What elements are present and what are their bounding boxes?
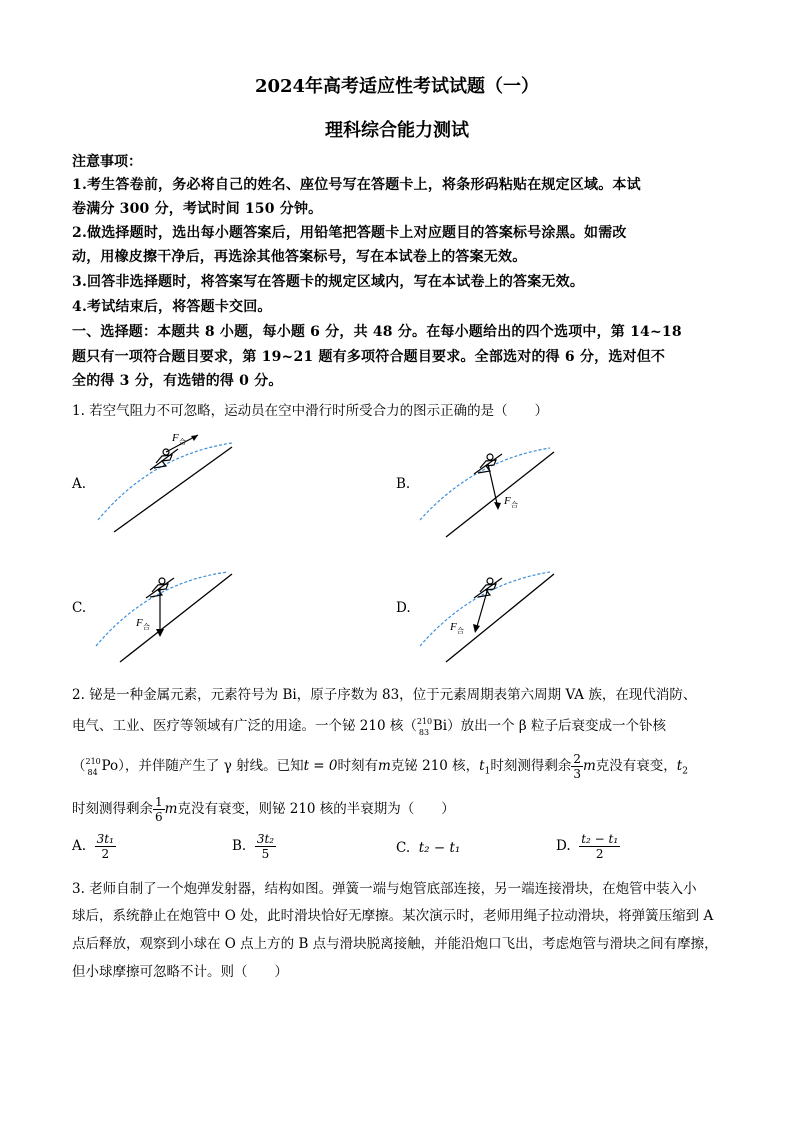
option-label: B. [232, 838, 247, 854]
fraction [571, 752, 583, 781]
trajectory-curve [420, 572, 550, 646]
bismuth-isotope [417, 717, 433, 737]
figure-option-b [416, 442, 566, 542]
denominator: 2 [101, 847, 110, 861]
question-2-line: 2. 铋是一种金属元素，元素符号为 Bi，原子序数为 83，位于元素周期表第六周期 VA 族，在现代消防、 [72, 687, 697, 703]
note-line: 4.考试结束后，将答题卡交回。 [72, 299, 272, 315]
option-c-label: C. [72, 600, 87, 616]
question-3-line: 但小球摩擦可忽略不计。则（ ） [72, 964, 288, 980]
section-instruction: 题只有一项符合题目要求，第 19~21 题有多项符合题目要求。全部选对的得 6 分，选对但不 [72, 349, 666, 365]
q2-text: 时刻测得剩余 [72, 801, 153, 817]
atomic-number: 84 [87, 767, 98, 777]
force-label-sub: 合 [143, 623, 150, 631]
note-line: 1.考生答卷前，务必将自己的姓名、座位号写在答题卡上，将条形码粘贴在规定区域。本试 [72, 177, 641, 193]
note-line: 卷满分 300 分，考试时间 150 分钟。 [72, 201, 323, 217]
slope-line [446, 452, 554, 537]
q2-option-d [556, 832, 620, 861]
denominator: 5 [261, 847, 270, 861]
force-label-sub: 合 [511, 501, 518, 509]
q2-text: 时刻测得剩余 [490, 758, 572, 774]
denominator: 6 [155, 810, 163, 824]
force-arrow [488, 464, 498, 508]
question-3-line: 点后释放，观察到小球在 O 点上方的 B 点与滑块脱离接触，并能沿炮口飞出，考虑炮管与滑块之间有摩擦， [72, 936, 718, 952]
math-expr: t₂ − t₁ [418, 840, 461, 856]
force-label-sub: 合 [457, 627, 464, 635]
trajectory-curve [420, 448, 550, 520]
question-3-line: 球后，系统静止在炮管中 O 处，此时滑块恰好无摩擦。某次演示时，老师用绳子拉动滑块，将弹簧压缩到 A [72, 908, 714, 924]
figure-option-a [92, 425, 242, 535]
numerator: 3t₂ [256, 832, 275, 846]
page-title: 2024年高考适应性考试试题（一） [254, 76, 540, 97]
page-subtitle: 理科综合能力测试 [325, 120, 469, 141]
math-var: m [378, 758, 391, 774]
q2-text: 克铋 210 核， [390, 758, 480, 774]
slope-line [114, 447, 232, 532]
force-label: F [136, 617, 143, 629]
element-symbol: Bi [432, 718, 448, 734]
numerator: 1 [155, 795, 163, 809]
force-label: F [450, 621, 457, 633]
arrow-head [473, 624, 480, 633]
math-var: m [582, 758, 596, 774]
q2-option-b [232, 832, 276, 861]
mass-number: 210 [416, 716, 433, 726]
skier-icon [150, 449, 178, 470]
atomic-number: 83 [418, 727, 430, 737]
note-line: 3.回答非选择题时，将答案写在答题卡的规定区域内，写在本试卷上的答案无效。 [72, 274, 585, 290]
numerator: t₂ − t₁ [581, 832, 619, 846]
fraction [95, 832, 116, 861]
numerator: 2 [573, 752, 581, 766]
figure-option-d [416, 568, 566, 668]
section-instruction: 全的得 3 分，有选错的得 0 分。 [72, 373, 283, 389]
q2-text: 电气、工业、医疗等领域有广泛的用途。一个铋 210 核（ [72, 718, 417, 734]
note-line: 动，用橡皮擦干净后，再选涂其他答案标号，写在本试卷上的答案无效。 [72, 249, 527, 265]
q2-text: 时刻有 [337, 758, 378, 774]
polonium-isotope [86, 757, 102, 777]
force-label: F [504, 495, 511, 507]
element-symbol: Po [101, 758, 119, 774]
option-b-label: B. [396, 476, 411, 492]
option-a-label: A. [72, 476, 87, 492]
arrow-head [494, 502, 501, 510]
q2-text: 克没有衰变， [595, 758, 677, 774]
section-instruction: 一、选择题：本题共 8 小题，每小题 6 分，共 48 分。在每小题给出的四个选项中，第 14~18 [72, 324, 682, 340]
question-2-line [72, 714, 666, 737]
option-d-label: D. [396, 600, 411, 616]
fraction [153, 795, 165, 824]
slope-line [446, 574, 554, 662]
option-label: C. [396, 840, 411, 856]
q2-text: ），并伴随产生了 γ 射线。已知 [118, 758, 304, 774]
option-label: D. [556, 838, 571, 854]
math-var: m [164, 801, 178, 817]
q2-option-c [396, 840, 460, 856]
math-var: t [676, 758, 683, 774]
question-1-stem: 1. 若空气阻力不可忽略，运动员在空中滑行时所受合力的图示正确的是（ ） [72, 403, 549, 419]
q2-text: 克没有衰变，则铋 210 核的半衰期为（ ） [177, 801, 455, 817]
option-label: A. [72, 838, 87, 854]
force-label: F [172, 432, 179, 444]
notes-heading: 注意事项： [72, 154, 142, 170]
denominator: 3 [573, 767, 581, 781]
force-arrow [476, 588, 488, 630]
math-var: t [479, 758, 485, 774]
denominator: 2 [595, 847, 604, 861]
mass-number: 210 [85, 756, 101, 766]
force-label-sub: 合 [179, 438, 186, 446]
figure-option-c [92, 568, 242, 668]
note-line: 2.做选择题时，选出每小题答案后，用铅笔把答题卡上对应题目的答案标号涂黑。如需改 [72, 225, 627, 241]
question-2-line [72, 795, 455, 824]
subscript: 2 [682, 766, 688, 777]
math-expr: t = 0 [303, 758, 338, 774]
fraction [255, 832, 276, 861]
q2-text: ）放出一个 β 粒子后衰变成一个钋核 [447, 718, 666, 734]
question-2-line: （ 210 84 Po），并伴随产生了 γ 射线。已知t = 0时刻有m克铋 210 核，$t_1$时刻测得剩余 $\frac{2}{3}$ m克没有衰变，$t_2$ [72, 752, 688, 781]
subscript: 1 [484, 766, 491, 777]
numerator: 3t₁ [96, 832, 114, 846]
question-3-line: 3. 老师自制了一个炮弹发射器，结构如图。弹簧一端与炮管底部连接，另一端连接滑块，在炮管中装入小 [72, 881, 697, 897]
q2-option-a [72, 832, 116, 861]
fraction [579, 832, 620, 861]
